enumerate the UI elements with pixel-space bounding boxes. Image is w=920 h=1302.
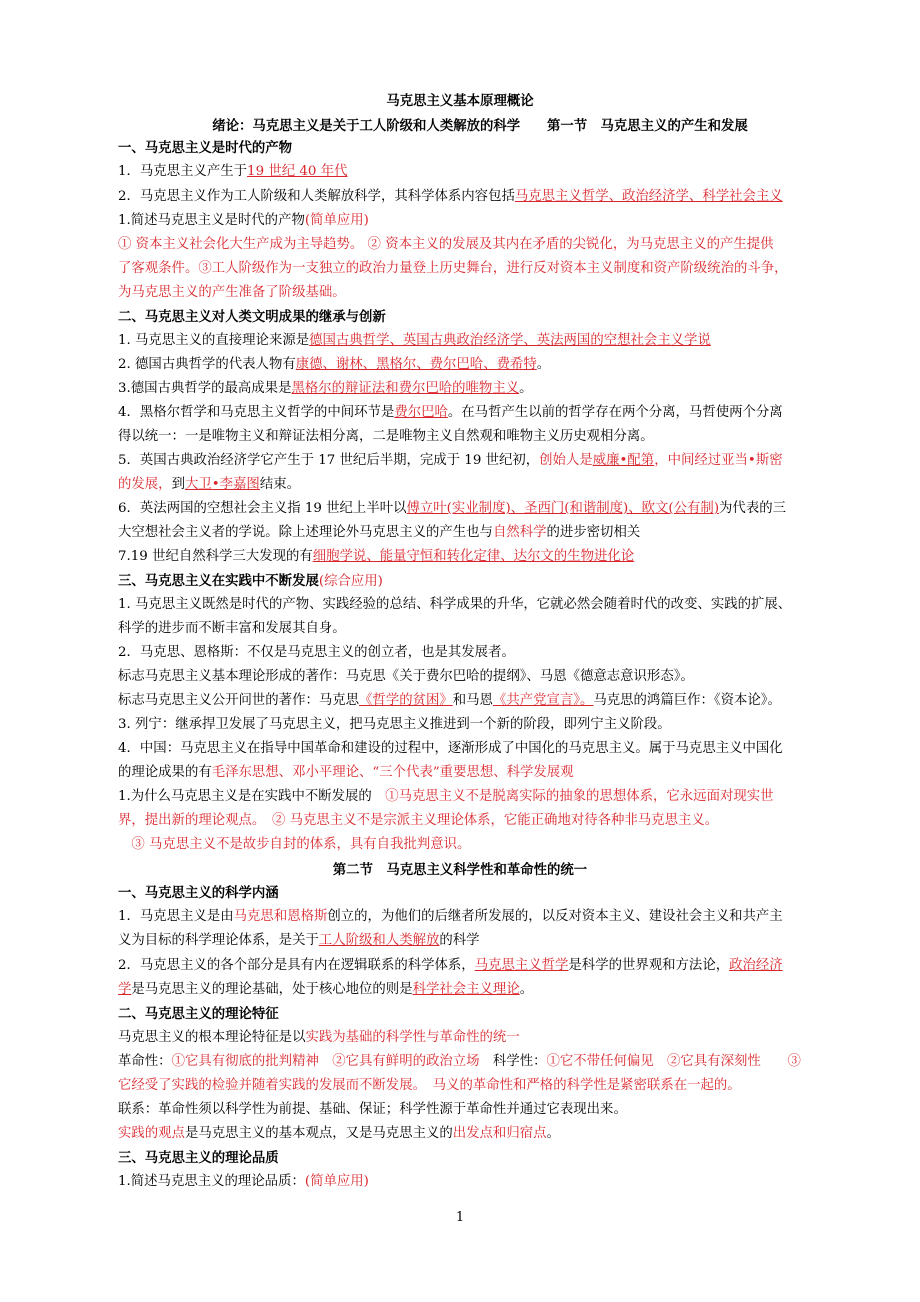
- text: 大空想社会主义者的学说。除上述理论外马克思主义的产生也与: [118, 525, 493, 540]
- paragraph: [118, 378, 808, 400]
- answer: 实践的观点: [118, 1126, 185, 1141]
- text: 创立的，为他们的后继者所发展的，以反对资本主义、建设社会主义和共产主: [327, 909, 783, 924]
- text: 马克思的鸿篇巨作：《资本论》。: [593, 693, 781, 708]
- text: 2．马克思主义作为工人阶级和人类解放科学，其科学体系内容包括: [118, 189, 515, 204]
- text: 是科学的世界观和方法论，: [568, 958, 730, 973]
- text: 1.简述马克思主义是时代的产物: [118, 213, 305, 228]
- paragraph: 联系：革命性须以科学性为前提、基础、保证；科学性源于革命性并通过它表现出来。: [118, 1102, 627, 1117]
- answer: 费尔巴哈: [394, 405, 448, 420]
- answer: 出发点和归宿点: [452, 1126, 547, 1141]
- paragraph: [118, 762, 808, 784]
- answer: 科学社会主义理论: [412, 982, 520, 997]
- answer: 马克思和恩格斯: [233, 909, 328, 924]
- text: 。: [546, 1126, 560, 1141]
- paragraph: [118, 522, 808, 544]
- text: 2. 德国古典哲学的代表人物有: [118, 357, 296, 372]
- text: 。在马哲产生以前的哲学存在两个分离，马哲使两个分离: [447, 405, 783, 420]
- answer: 大卫•李嘉图: [184, 477, 260, 492]
- answer-line: 界，提出新的理论观点。 ② 马克思主义不是宗派主义理论体系，它能正确地对待各种非马克思主义。: [118, 813, 719, 828]
- answer: 实践为基础的科学性与革命性的统一: [305, 1030, 520, 1045]
- answer: 黑格尔的辩证法和费尔巴哈的唯物主义: [291, 381, 520, 396]
- text: 的进步密切相关: [546, 525, 641, 540]
- text: 和马恩: [452, 693, 493, 708]
- answer: 康德、谢林、黑格尔、费尔巴哈、费希特: [295, 357, 537, 372]
- answer: 德国古典哲学、英国古典政治经济学、英法两国的空想社会主义学说: [309, 333, 711, 348]
- paragraph: [118, 906, 808, 928]
- answer: 毛泽东思想、邓小平理论、“三个代表”重要思想、科学发展观: [211, 765, 574, 780]
- text: 3.德国古典哲学的最高成果是: [118, 381, 292, 396]
- text: 6．英法两国的空想社会主义指 19 世纪上半叶以: [118, 501, 407, 516]
- text: 1.为什么马克思主义是在实践中不断发展的: [118, 789, 386, 804]
- answer-line: 为马克思主义的产生准备了阶级基础。: [118, 285, 346, 300]
- answer: 学: [118, 982, 132, 997]
- text: 的发展，: [118, 477, 172, 492]
- question-type: (简单应用): [304, 213, 369, 228]
- answer-line: ① 资本主义社会化大生产成为主导趋势。 ② 资本主义的发展及其内在矛盾的尖锐化，为马克思主义的产生提供: [118, 237, 774, 252]
- text: 到: [171, 477, 185, 492]
- text: 7.19 世纪自然科学三大发现的有: [118, 549, 313, 564]
- text: 2．马克思主义的各个部分是具有内在逻辑联系的科学体系，: [118, 958, 475, 973]
- paragraph: [118, 1051, 808, 1073]
- question-type: (简单应用): [304, 1174, 369, 1189]
- paragraph: [118, 546, 808, 568]
- text: 标志马克思主义公开问世的著作：马克思: [118, 693, 360, 708]
- paragraph: [118, 161, 808, 183]
- paragraph: [118, 498, 808, 520]
- paragraph: [118, 402, 808, 424]
- paragraph: 1. 马克思主义既然是时代的产物、实践经验的总结、科学成果的升华，它就必然会随着时代的改变、实践的扩展、: [118, 597, 792, 612]
- text: ，中间经过亚当•斯密: [654, 453, 783, 468]
- answer: 政治经济: [729, 958, 783, 973]
- heading-text: 三、马克思主义在实践中不断发展: [118, 573, 319, 589]
- answer: 威廉•配第: [592, 453, 655, 468]
- text: 1．马克思主义是由: [118, 909, 234, 924]
- answer: 工人阶级和人类解放: [318, 933, 440, 948]
- section-heading: 二、马克思主义的理论特征: [118, 1006, 279, 1022]
- text: 的理论成果的有: [118, 765, 212, 780]
- paragraph: [118, 330, 808, 352]
- question-type: (综合应用): [318, 574, 383, 589]
- answer: 《哲学的贫困》: [359, 693, 453, 708]
- question: [118, 1171, 808, 1193]
- section-heading-3: [118, 570, 808, 593]
- answer-line: ③ 马克思主义不是故步自封的体系，具有自我批判意识。: [118, 837, 471, 852]
- text: 革命性：: [118, 1054, 172, 1069]
- answer: 马克思主义哲学、政治经济学、科学社会主义: [514, 189, 783, 204]
- text: 马克思主义的根本理论特征是以: [118, 1030, 306, 1045]
- paragraph: 标志马克思主义基本理论形成的著作：马克思《关于费尔巴哈的提纲》、马恩《德意志意识形态》。: [118, 669, 694, 684]
- page-number: 1: [455, 1210, 465, 1225]
- text: 结束。: [259, 477, 300, 492]
- text: 是马克思主义的基本观点，又是马克思主义的: [184, 1126, 453, 1141]
- doc-title: 马克思主义基本原理概论: [386, 93, 534, 109]
- section-heading-1: 一、马克思主义是时代的产物: [118, 140, 293, 156]
- answer: 马克思主义哲学: [474, 958, 569, 973]
- answer-line: 了客观条件。③工人阶级作为一支独立的政治力量登上历史舞台，进行反对资本主义制度和资产阶级统治的斗争，: [118, 261, 788, 276]
- question: [118, 786, 808, 808]
- paragraph: [118, 450, 808, 472]
- paragraph: 4．中国：马克思主义在指导中国革命和建设的过程中，逐渐形成了中国化的马克思主义。属于马克思主义中国化: [118, 741, 783, 756]
- paragraph: [118, 930, 808, 952]
- answer: 自然科学: [492, 525, 547, 540]
- section-title-2: 第二节 马克思主义科学性和革命性的统一: [332, 862, 588, 878]
- answer: 19 世纪 40 年代: [247, 164, 348, 179]
- text: 。: [519, 381, 533, 396]
- answer: 《共产党宣言》。: [492, 693, 594, 708]
- paragraph: 得以统一：一是唯物主义和辩证法相分离，二是唯物主义自然观和唯物主义历史观相分离。: [118, 429, 654, 444]
- text: 。: [519, 982, 534, 997]
- answer: ①马克思主义不是脱离实际的抽象的思想体系，它永远面对现实世: [385, 789, 774, 804]
- answer: 细胞学说、能量守恒和转化定律、达尔文的生物进化论: [312, 549, 635, 564]
- paragraph: [118, 474, 808, 496]
- text: 是马克思主义的理论基础，处于核心地位的则是: [131, 982, 413, 997]
- text: 为代表的三: [719, 501, 786, 516]
- paragraph: [118, 354, 808, 376]
- paragraph: [118, 979, 808, 1001]
- section-heading-2: 二、马克思主义对人类文明成果的继承与创新: [118, 309, 386, 325]
- paragraph: [118, 690, 808, 712]
- section-heading: 三、马克思主义的理论品质: [118, 1150, 279, 1166]
- question: [118, 210, 808, 232]
- text: 5．英国古典政治经济学它产生于 17 世纪后半期，完成于 19 世纪初，: [118, 453, 540, 468]
- paragraph: [118, 1027, 808, 1049]
- answer: ①它不带任何偏见 ②它具有深刻性 ③: [546, 1054, 801, 1069]
- answer: 傅立叶(实业制度)、圣西门(和谐制度)、欧文(公有制): [406, 501, 720, 516]
- text: 义为目标的科学理论体系，是关于: [118, 933, 319, 948]
- paragraph: 3. 列宁：继承捍卫发展了马克思主义，把马克思主义推进到一个新的阶段，即列宁主义阶段。: [118, 717, 671, 732]
- text: 。: [536, 357, 551, 372]
- doc-subtitle: 绪论：马克思主义是关于工人阶级和人类解放的科学 第一节 马克思主义的产生和发展: [212, 118, 748, 134]
- paragraph: [118, 186, 808, 208]
- answer-line: 它经受了实践的检验并随着实践的发展而不断发展。 马义的革命性和严格的科学性是紧密联系在一起的。: [118, 1078, 741, 1093]
- text: 的科学: [439, 933, 480, 948]
- text: 4．黑格尔哲学和马克思主义哲学的中间环节是: [118, 405, 395, 420]
- text: 1．马克思主义产生于: [118, 164, 248, 179]
- text: 科学性：: [479, 1054, 547, 1069]
- text: 创始人是: [539, 453, 593, 468]
- text: 1.简述马克思主义的理论品质：: [118, 1174, 305, 1189]
- paragraph: 科学的进步而不断丰富和发展其自身。: [118, 621, 346, 636]
- paragraph: [118, 1123, 808, 1145]
- text: 1. 马克思主义的直接理论来源是: [118, 333, 310, 348]
- paragraph: [118, 955, 808, 977]
- paragraph: 2．马克思、恩格斯：不仅是马克思主义的创立者，也是其发展者。: [118, 645, 515, 660]
- section-heading: 一、马克思主义的科学内涵: [118, 885, 279, 901]
- answer: ①它具有彻底的批判精神 ②它具有鲜明的政治立场: [171, 1054, 480, 1069]
